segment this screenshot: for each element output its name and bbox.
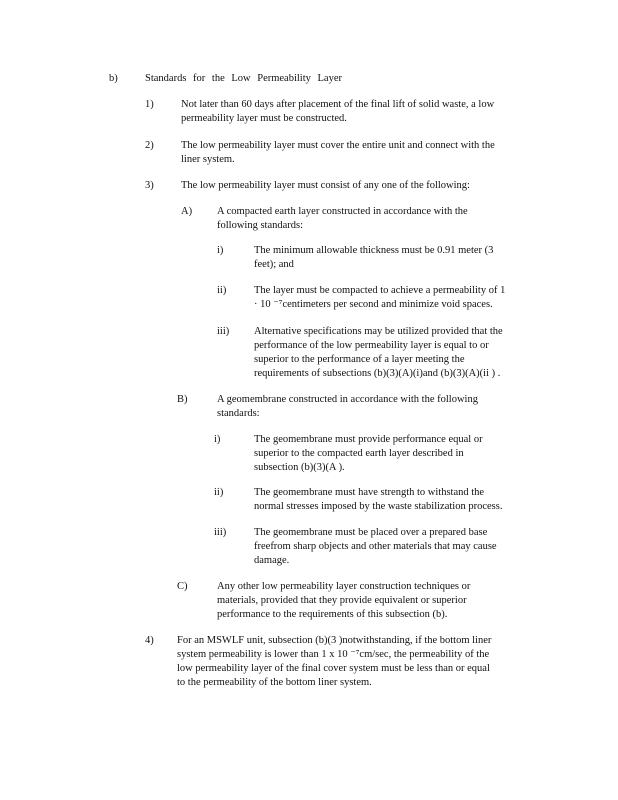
text-line: The geomembrane must be placed over a prepared base <box>254 527 488 538</box>
item-4-label: 4) <box>145 635 154 646</box>
text-line: The low permeability layer must consist of any one of the following: <box>181 180 470 191</box>
item-3c-label: C) <box>177 581 188 592</box>
item-3a-label: A) <box>181 206 193 217</box>
part-b-i-text <box>254 433 516 475</box>
part-b-i-label: i) <box>214 434 221 445</box>
text-line: The geomembrane must have strength to withstand the <box>254 487 485 498</box>
part-b-iii-label: iii) <box>214 527 227 538</box>
text-line: normal stresses imposed by the waste stabilization process. <box>254 501 503 512</box>
item-3c-text <box>217 580 507 622</box>
part-a-ii-label: ii) <box>217 285 227 296</box>
item-2-label: 2) <box>145 140 154 151</box>
text-line: superior to the performance of a layer meeting the <box>254 354 465 365</box>
part-b-iii-text <box>254 526 530 568</box>
text-line: A compacted earth layer constructed in accordance with the <box>217 206 468 217</box>
text-line: to the permeability of the bottom liner system. <box>177 677 372 688</box>
text-line: · 10 ⁻⁷centimeters per second and minimize void spaces. <box>254 299 493 310</box>
text-line: freefrom sharp objects and other materials that may cause <box>254 541 497 552</box>
item-1-text <box>181 98 539 126</box>
text-line: system permeability is lower than 1 x 10 ⁻⁷cm/sec, the permeability of the <box>177 649 490 660</box>
part-a-ii-text <box>254 284 542 312</box>
text-line: The layer must be compacted to achieve a permeability of 1 <box>254 285 506 296</box>
part-a-iii-label: iii) <box>217 326 230 337</box>
text-line: The low permeability layer must cover the entire unit and connect with the <box>181 140 495 151</box>
part-a-i-text <box>254 244 542 272</box>
text-line: standards: <box>217 408 260 419</box>
text-line: subsection (b)(3)(A ). <box>254 462 345 473</box>
text-line: liner system. <box>181 154 235 165</box>
text-line: Not later than 60 days after placement of the final lift of solid waste, a low <box>181 99 495 110</box>
text-line: performance of the low permeability layer is equal to or <box>254 340 489 351</box>
part-a-iii-text <box>254 325 538 381</box>
text-line: superior to the compacted earth layer described in <box>254 448 464 459</box>
text-line: Alternative specifications may be utilized provided that the <box>254 326 503 337</box>
text-line: The minimum allowable thickness must be 0.91 meter (3 <box>254 245 494 256</box>
text-line: damage. <box>254 555 290 566</box>
item-3a-text <box>217 205 505 233</box>
part-a-i-label: i) <box>217 245 224 256</box>
text-line: materials, provided that they provide equivalent or superior <box>217 595 467 606</box>
text-line: permeability layer must be constructed. <box>181 113 347 124</box>
item-3-text <box>181 179 539 193</box>
text-line: feet); and <box>254 259 294 270</box>
text-line: low permeability layer of the final cover system must be less than or equal <box>177 663 490 674</box>
item-3-label: 3) <box>145 180 154 191</box>
section-label: b) <box>109 73 118 84</box>
text-line: The geomembrane must provide performance equal or <box>254 434 483 445</box>
text-line: For an MSWLF unit, subsection (b)(3 )notwithstanding, if the bottom liner <box>177 635 492 646</box>
text-line: requirements of subsections (b)(3)(A)(i)and (b)(3)(A)(ii ) . <box>254 368 501 379</box>
part-b-ii-text <box>254 486 534 514</box>
item-2-text <box>181 139 539 167</box>
item-1-label: 1) <box>145 99 154 110</box>
text-line: performance to the requirements of this subsection (b). <box>217 609 448 620</box>
text-line: Any other low permeability layer construction techniques or <box>217 581 471 592</box>
item-3b-label: B) <box>177 394 188 405</box>
part-b-ii-label: ii) <box>214 487 224 498</box>
item-3b-text <box>217 393 509 421</box>
text-line: A geomembrane constructed in accordance with the following <box>217 394 478 405</box>
section-title: Standards for the Low Permeability Layer <box>145 73 342 84</box>
item-4-text <box>177 634 535 690</box>
text-line: following standards: <box>217 220 304 231</box>
